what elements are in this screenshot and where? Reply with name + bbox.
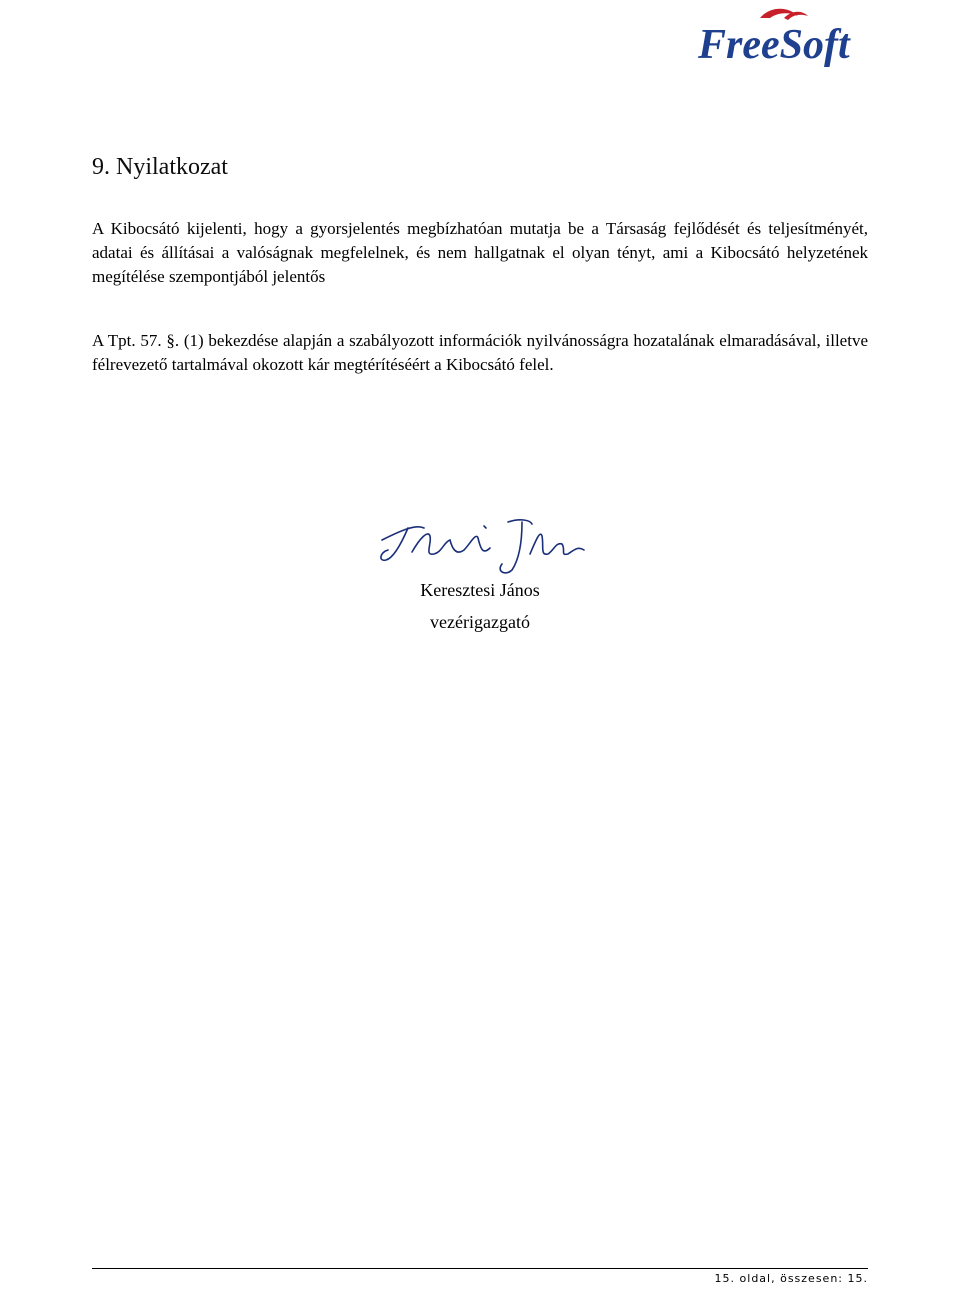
- signature-stroke: [381, 528, 408, 560]
- signature-graphic: [372, 512, 592, 578]
- signature-stroke: [500, 522, 522, 573]
- section-title: 9. Nyilatkozat: [92, 154, 228, 180]
- statement-paragraph: A Kibocsátó kijelenti, hogy a gyorsjelentés megbízhatóan mutatja be a Társaság fejlődését és teljesítményét, adatai és állításai a valóságnak megfelelnek, és nem hallgatnak el olyan tényt, ami a Kibocsátó helyzetének megítélése szempontjából jelentős: [92, 219, 868, 286]
- signer-name: Keresztesi János: [420, 580, 540, 600]
- liability-paragraph: A Tpt. 57. §. (1) bekezdése alapján a szabályozott információk nyilvánosságra hozatalának elmaradásával, illetve félrevezető tartalmával okozott kár megtérítéséért a Kibocsátó felel.: [92, 331, 868, 374]
- page-number: 15. oldal, összesen: 15.: [714, 1272, 868, 1285]
- freesoft-logo-graphic: [698, 4, 888, 68]
- handwritten-signature: [372, 512, 592, 578]
- logo-wordmark: FreeSoft: [698, 22, 850, 68]
- freesoft-logo: [698, 4, 888, 68]
- footer-divider: [92, 1268, 868, 1269]
- signature-stroke: [484, 526, 486, 528]
- signature-stroke: [508, 520, 532, 524]
- signature-stroke: [530, 534, 584, 554]
- signature-stroke: [412, 534, 490, 554]
- signer-title: vezérigazgató: [430, 612, 530, 632]
